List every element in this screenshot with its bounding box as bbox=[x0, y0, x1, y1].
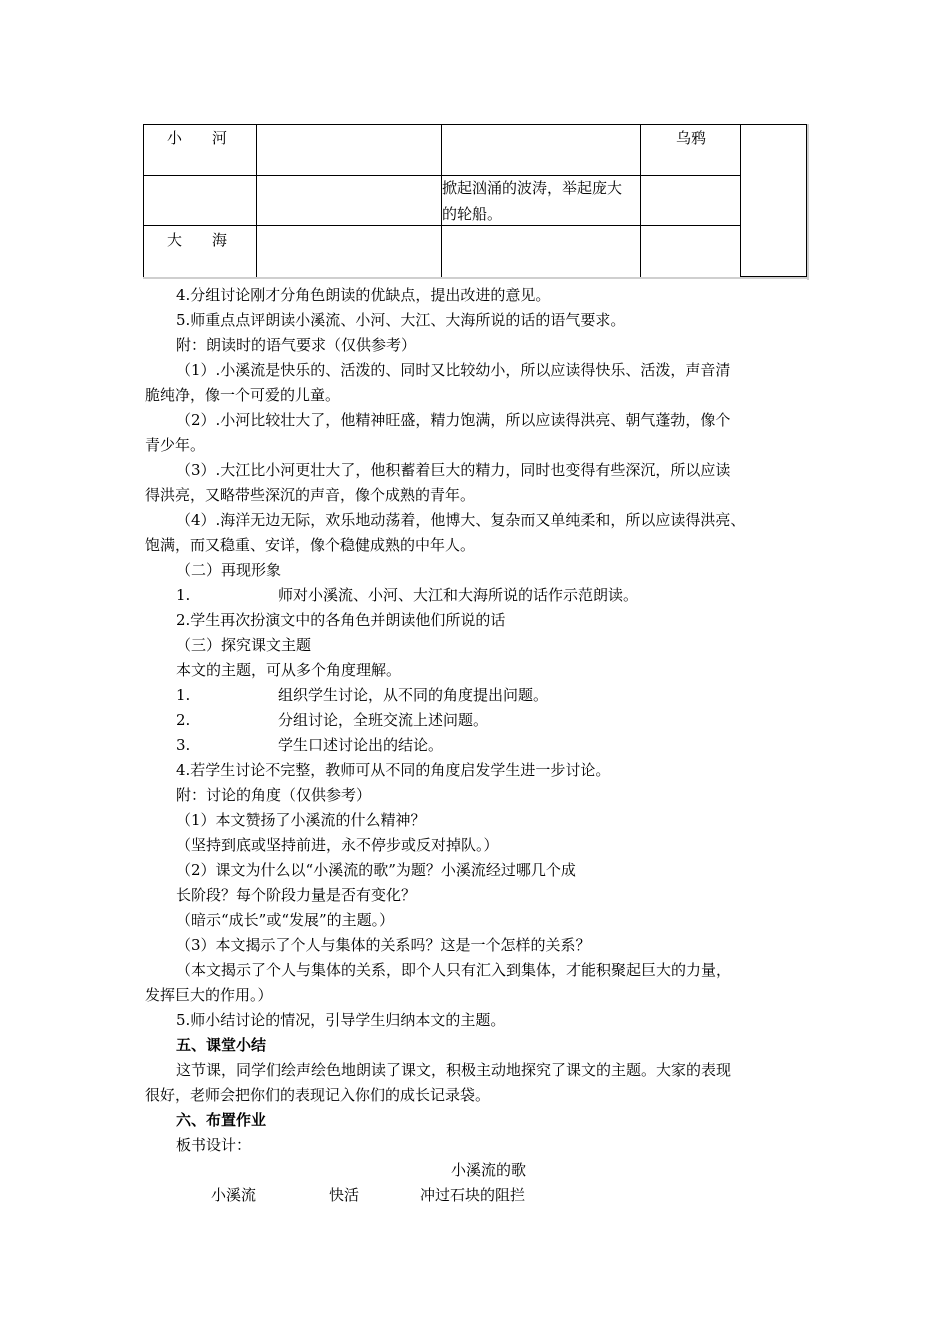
paragraph: 青少年。 bbox=[145, 436, 206, 454]
paragraph: 板书设计： bbox=[176, 1136, 252, 1154]
board-cell: 小溪流 bbox=[211, 1186, 257, 1204]
section-heading: 五、课堂小结 bbox=[176, 1036, 267, 1054]
list-number: 1. bbox=[176, 686, 191, 704]
list-text: 组织学生讨论，从不同的角度提出问题。 bbox=[278, 686, 549, 704]
paragraph: 这节课，同学们绘声绘色地朗读了课文，积极主动地探究了课文的主题。大家的表现 bbox=[176, 1061, 732, 1079]
paragraph: （三）探究课文主题 bbox=[176, 636, 312, 654]
table-shadow-bottom bbox=[143, 277, 809, 279]
paragraph: 5.师小结讨论的情况，引导学生归纳本文的主题。 bbox=[176, 1011, 506, 1029]
list-number: 3. bbox=[176, 736, 191, 754]
paragraph: 本文的主题，可从多个角度理解。 bbox=[176, 661, 402, 679]
paragraph: 得洪亮，又略带些深沉的声音，像个成熟的青年。 bbox=[145, 486, 476, 504]
paragraph: （暗示“成长”或“发展”的主题。） bbox=[176, 911, 395, 929]
paragraph: （二）再现形象 bbox=[176, 561, 282, 579]
table-vline-right bbox=[806, 124, 807, 277]
paragraph: （3）.大江比小河更壮大了，他积蓄着巨大的精力，同时也变得有些深沉，所以应读 bbox=[176, 461, 731, 479]
table-cell: 乌鸦 bbox=[676, 129, 707, 147]
board-cell: 快活 bbox=[329, 1186, 360, 1204]
paragraph: （2）课文为什么以“小溪流的歌”为题？小溪流经过哪几个成 bbox=[176, 861, 576, 879]
paragraph: 附：朗读时的语气要求（仅供参考） bbox=[176, 336, 417, 354]
paragraph: 2.学生再次扮演文中的各角色并朗读他们所说的话 bbox=[176, 611, 506, 629]
table-cell: 大 海 bbox=[167, 231, 228, 249]
paragraph: 很好，老师会把你们的表现记入你们的成长记录袋。 bbox=[145, 1086, 491, 1104]
list-text: 师对小溪流、小河、大江和大海所说的话作示范朗读。 bbox=[278, 586, 639, 604]
table-vline-1 bbox=[256, 124, 257, 277]
lesson-table bbox=[143, 124, 809, 278]
paragraph: （1）.小溪流是快乐的、活泼的、同时又比较幼小，所以应读得快乐、活泼，声音清 bbox=[176, 361, 731, 379]
paragraph: 4.分组讨论刚才分角色朗读的优缺点，提出改进的意见。 bbox=[176, 286, 551, 304]
paragraph: （2）.小河比较壮大了，他精神旺盛，精力饱满，所以应读得洪亮、朝气蓬勃，像个 bbox=[176, 411, 731, 429]
paragraph: （本文揭示了个人与集体的关系，即个人只有汇入到集体，才能积聚起巨大的力量， bbox=[176, 961, 732, 979]
paragraph: （4）.海洋无边无际，欢乐地动荡着，他博大、复杂而又单纯柔和，所以应读得洪亮、 bbox=[176, 511, 746, 529]
table-vline-left bbox=[143, 124, 144, 277]
table-hline-bottom bbox=[740, 276, 807, 277]
table-vline-4 bbox=[740, 124, 741, 277]
paragraph: （1）本文赞扬了小溪流的什么精神？ bbox=[176, 811, 426, 829]
paragraph: 发挥巨大的作用。） bbox=[145, 986, 273, 1004]
table-cell: 小 河 bbox=[167, 129, 228, 147]
board-cell: 冲过石块的阻拦 bbox=[420, 1186, 526, 1204]
paragraph: 附：讨论的角度（仅供参考） bbox=[176, 786, 372, 804]
paragraph: 5.师重点点评朗读小溪流、小河、大江、大海所说的话的语气要求。 bbox=[176, 311, 626, 329]
board-title: 小溪流的歌 bbox=[451, 1161, 527, 1179]
table-cell: 掀起汹涌的波涛，举起庞大的轮船。 bbox=[442, 179, 623, 223]
table-vline-3 bbox=[640, 124, 641, 277]
paragraph: 饱满，而又稳重、安详，像个稳健成熟的中年人。 bbox=[145, 536, 476, 554]
section-heading: 六、布置作业 bbox=[176, 1111, 267, 1129]
list-number: 2. bbox=[176, 711, 191, 729]
paragraph: 4.若学生讨论不完整，教师可从不同的角度启发学生进一步讨论。 bbox=[176, 761, 611, 779]
list-text: 分组讨论，全班交流上述问题。 bbox=[278, 711, 489, 729]
list-text: 学生口述讨论出的结论。 bbox=[278, 736, 444, 754]
paragraph: （坚持到底或坚持前进，永不停步或反对掉队。） bbox=[176, 836, 499, 854]
list-number: 1. bbox=[176, 586, 191, 604]
paragraph: 长阶段？每个阶段力量是否有变化？ bbox=[176, 886, 417, 904]
table-shadow-right bbox=[807, 124, 809, 280]
paragraph: （3）本文揭示了个人与集体的关系吗？这是一个怎样的关系？ bbox=[176, 936, 591, 954]
paragraph: 脆纯净，像一个可爱的儿童。 bbox=[145, 386, 341, 404]
table-hline-top bbox=[143, 124, 807, 125]
